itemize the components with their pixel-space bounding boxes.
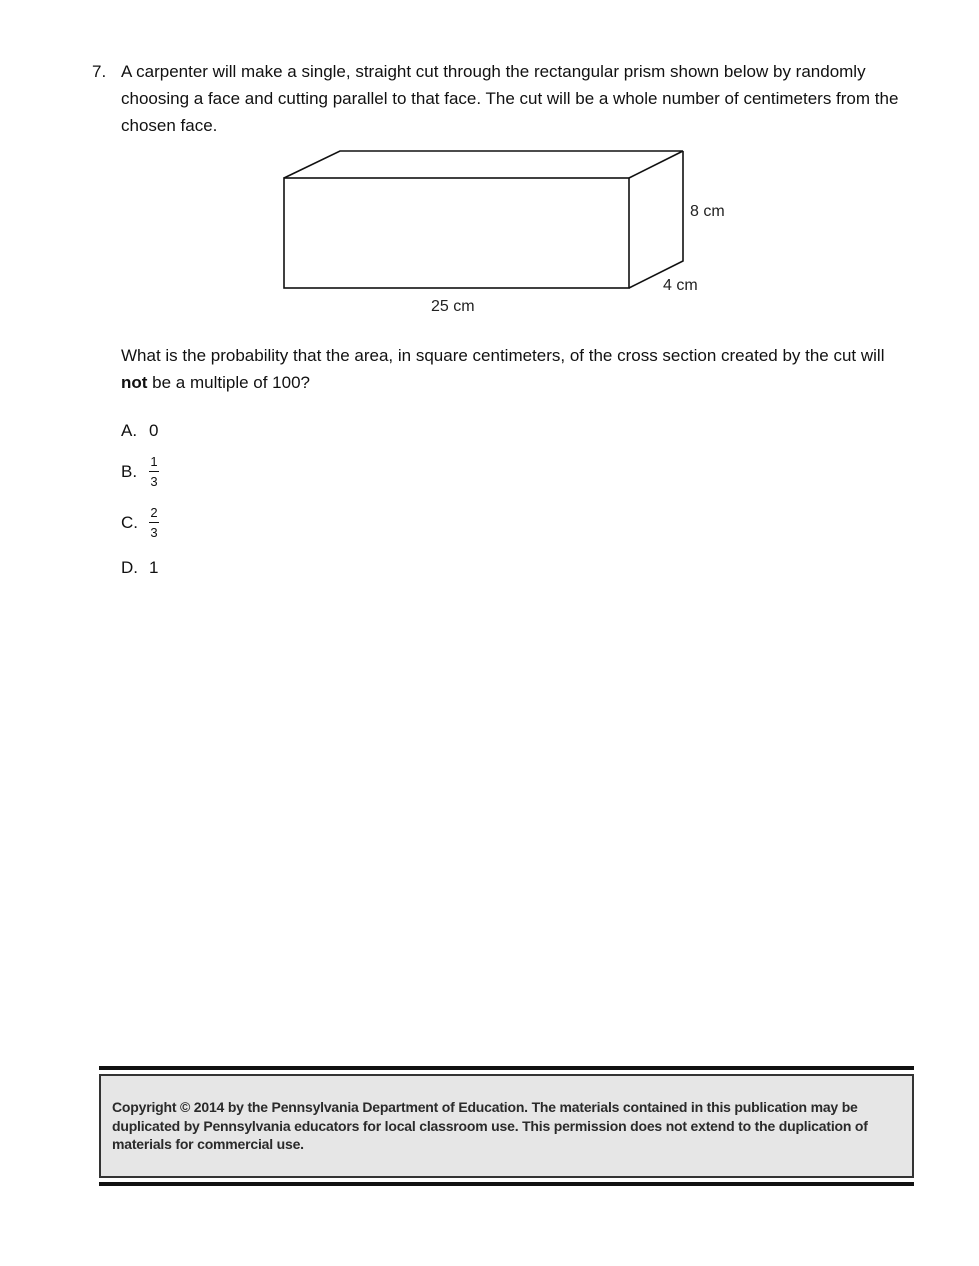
choice-c-letter: C.: [121, 512, 138, 532]
prompt-text-start: What is the probability that the area, in square centimeters, of the cross section created by the cut will: [121, 346, 885, 365]
fraction-bar: [149, 522, 159, 523]
copyright-text: Copyright © 2014 by the Pennsylvania Department of Education. The materials contained in this publication may be duplicated by Pennsylvania educators for local classroom use. This permission does not extend to the duplication of materials for commercial use.: [112, 1099, 868, 1152]
choice-d-value: 1: [149, 558, 159, 577]
length-label: 25 cm: [431, 298, 475, 315]
choice-b-letter: B.: [121, 461, 138, 481]
choice-a[interactable]: [121, 421, 158, 441]
question-number: 7.: [92, 62, 107, 81]
prompt-text-end: be a multiple of 100?: [147, 373, 310, 392]
copyright-box: [99, 1074, 914, 1178]
choice-a-value: 0: [149, 421, 159, 440]
footer-rule-top: [99, 1066, 914, 1070]
choice-c-fraction: [149, 506, 159, 539]
depth-label: 4 cm: [663, 277, 698, 294]
fraction-denominator: 3: [150, 525, 158, 540]
choice-b-fraction: [149, 455, 159, 488]
fraction-numerator: 2: [150, 505, 158, 520]
choice-d[interactable]: [121, 558, 158, 578]
choice-c[interactable]: [121, 506, 159, 539]
choice-d-letter: D.: [121, 558, 138, 577]
question-stem: A carpenter will make a single, straight cut through the rectangular prism shown below by randomly choosing a face and cutting parallel to that face. The cut will be a whole number of centimeters from the chosen face.: [121, 62, 899, 135]
prompt-emphasis: not: [121, 373, 148, 392]
choice-a-letter: A.: [121, 421, 138, 440]
fraction-numerator: 1: [150, 454, 158, 469]
prism-side-face: [629, 151, 683, 288]
question-prompt: [121, 342, 911, 396]
prism-front-face: [284, 178, 629, 288]
fraction-bar: [149, 471, 159, 472]
prism-top-face: [284, 151, 683, 178]
choice-b[interactable]: [121, 455, 159, 488]
rectangular-prism-figure: [270, 140, 750, 325]
footer-rule-bottom: [99, 1182, 914, 1186]
fraction-denominator: 3: [150, 474, 158, 489]
height-label: 8 cm: [690, 203, 725, 220]
